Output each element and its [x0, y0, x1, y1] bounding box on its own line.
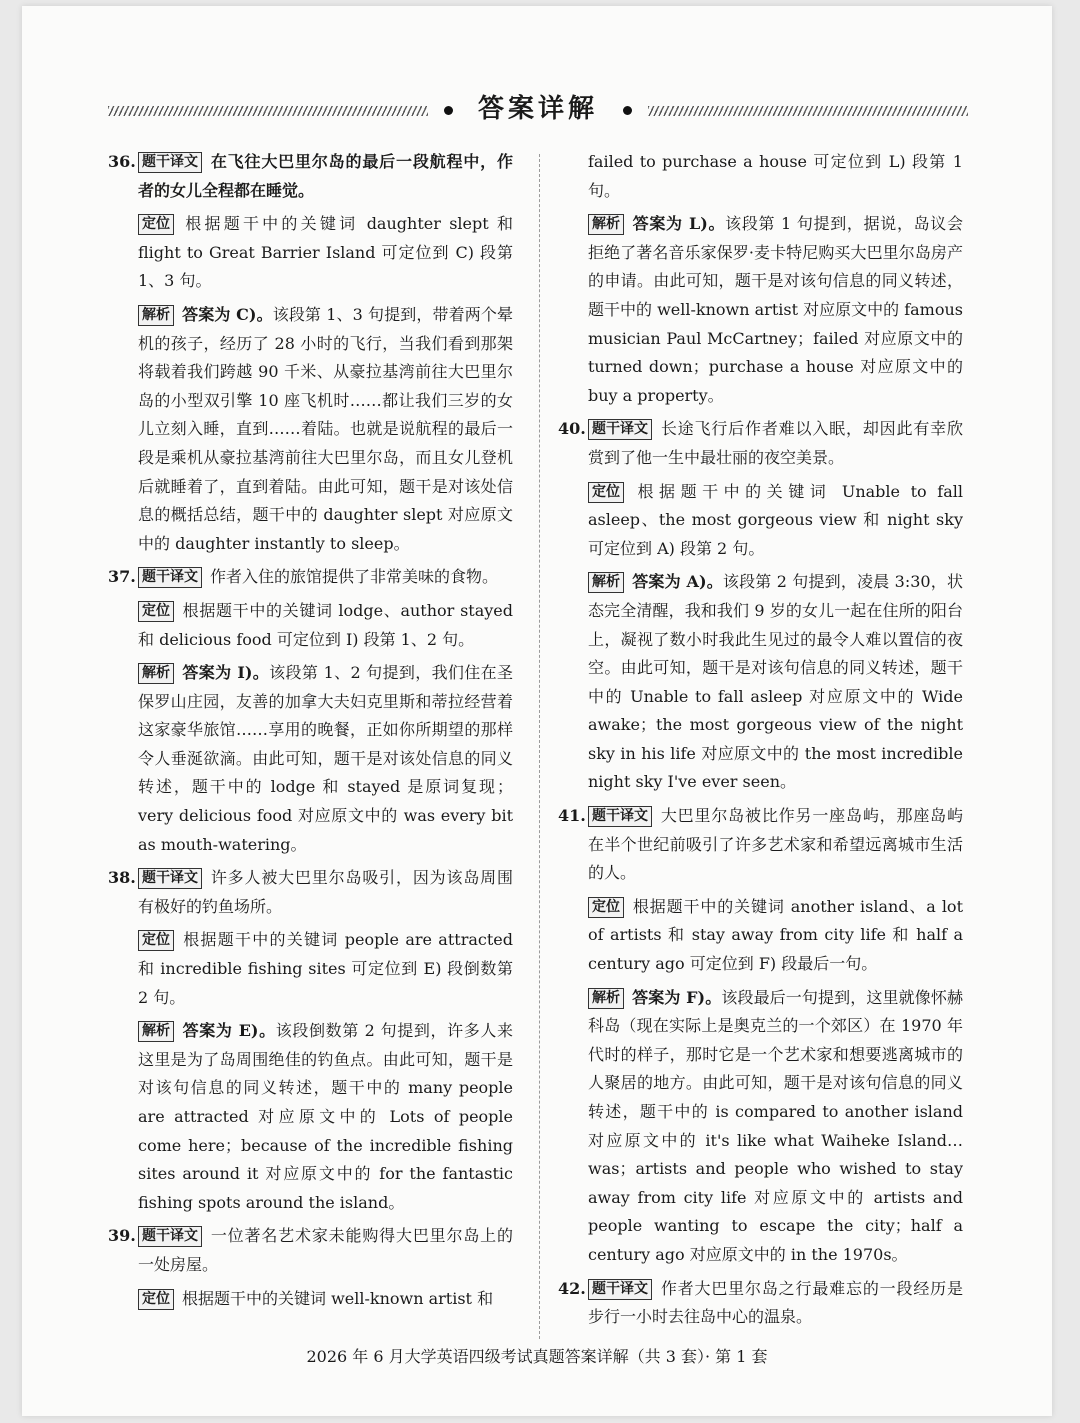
- locate-tag: 定位: [588, 897, 624, 918]
- stem-translation: 一位著名艺术家未能购得大巴里尔岛上的一处房屋。: [138, 1226, 513, 1274]
- right-column: [558, 148, 963, 1337]
- header-hatch-right: [648, 106, 968, 116]
- locate-tag: 定位: [138, 214, 174, 235]
- locate-text-continued: failed to purchase a house 可定位到 L) 段第 1 句。: [588, 152, 963, 200]
- stem-translation: 大巴里尔岛被比作另一座岛屿，那座岛屿在半个世纪前吸引了许多艺术家和希望远离城市生活的人。: [588, 806, 963, 883]
- answer-text: 答案为 A)。: [632, 572, 723, 592]
- analysis-text: 该段第 1 句提到，据说，岛议会拒绝了著名音乐家保罗·麦卡特尼购买大巴里尔岛房产的申请。由此可知，题干是对该句信息的同义转述，题干中的 well-known artist 对应原文中的 famous musician Paul McCartney；failed 对应原文中的 turned down；purchase a house 对应原文中的 buy a property。: [588, 214, 963, 405]
- analysis-text: 该段最后一句提到，这里就像怀赫科岛（现在实际上是奥克兰的一个郊区）在 1970 年代时的样子，那时它是一个艺术家和想要逃离城市的人聚居的地方。由此可知，题干是对该句信息的同义转述，题干中的 is compared to another island 对应原文中的 it's like what Waiheke Island…was；artists and people who wished to stay away from city life 对应原文中的 artists and people wanting to escape the city；half a century ago 对应原文中的 in the 1970s。: [588, 987, 963, 1264]
- locate-tag: 定位: [138, 930, 174, 951]
- translate-tag: 题干译文: [138, 1226, 202, 1247]
- analysis-tag: 解析: [138, 663, 174, 684]
- locate-tag: 定位: [138, 601, 174, 622]
- translate-tag: 题干译文: [138, 152, 202, 173]
- section-title: 答案详解: [477, 94, 598, 124]
- translate-tag: 题干译文: [138, 868, 202, 889]
- question-item: [108, 148, 513, 558]
- locate-text: 根据题干中的关键词 lodge、author stayed 和 delicious food 可定位到 I) 段第 1、2 句。: [138, 600, 513, 649]
- document-page: [22, 6, 1052, 1416]
- question-item: [558, 802, 963, 1270]
- question-number: 39.: [108, 1226, 136, 1246]
- question-item: [108, 864, 513, 1217]
- analysis-text: 该段倒数第 2 句提到，许多人来这里是为了岛周围绝佳的钓鱼点。由此可知，题干是对该句信息的同义转述，题干中的 many people are attracted 对应原文中的 Lots of people come here；because of the incredible fishing sites around it 对应原文中的 for the fantastic fishing spots around the island。: [138, 1021, 513, 1212]
- locate-tag: 定位: [588, 482, 624, 503]
- locate-text: 根据题干中的关键词 daughter slept 和 flight to Great Barrier Island 可定位到 C) 段第 1、3 句。: [138, 214, 513, 291]
- page-footer: 2026 年 6 月大学英语四级考试真题答案详解（共 3 套）· 第 1 套: [306, 1347, 768, 1366]
- question-number: 40.: [558, 419, 586, 439]
- question-item: [108, 563, 513, 859]
- question-number: 36.: [108, 152, 136, 171]
- answer-text: 答案为 L)。: [632, 214, 726, 234]
- translate-tag: 题干译文: [138, 567, 202, 588]
- answer-text: 答案为 F)。: [632, 987, 722, 1007]
- stem-translation: 在飞往大巴里尔岛的最后一段航程中，作者的女儿全程都在睡觉。: [138, 152, 513, 200]
- translate-tag: 题干译文: [588, 1279, 652, 1300]
- question-item: [558, 1275, 963, 1332]
- question-number: 37.: [108, 567, 136, 587]
- column-divider: [539, 154, 540, 1339]
- analysis-tag: 解析: [588, 214, 624, 235]
- question-item: [558, 415, 963, 797]
- question-number: 41.: [558, 806, 586, 826]
- locate-text: 根据题干中的关键词 Unable to fall asleep、the most gorgeous view 和 night sky 可定位到 A) 段第 2 句。: [588, 481, 963, 558]
- analysis-text: 该段第 1、3 句提到，带着两个晕机的孩子，经历了 28 小时的飞行，当我们看到那架将载着我们跨越 90 千米、从豪拉基湾前往大巴里尔岛的小型双引擎 10 座飞机时……都让我们三岁的女儿立刻入睡，直到……着陆。也就是说航程的最后一段是乘机从豪拉基湾前往大巴里尔岛，而且女儿登机后就睡着了，直到着陆。由此可知，题干是对该处信息的概括总结，题干中的 daughter slept 对应原文中的 daughter instantly to sleep。: [138, 304, 513, 553]
- stem-translation: 作者大巴里尔岛之行最难忘的一段经历是步行一小时去往岛中心的温泉。: [588, 1278, 963, 1327]
- locate-text: 根据题干中的关键词 people are attracted 和 incredible fishing sites 可定位到 E) 段倒数第 2 句。: [138, 930, 513, 1007]
- section-header: [108, 88, 968, 132]
- analysis-text: 该段第 2 句提到，凌晨 3:30，状态完全清醒，我和我们 9 岁的女儿一起在住所的阳台上，凝视了数小时我此生见过的最令人难以置信的夜空。由此可知，题干是对该句信息的同义转述，题干中的 Unable to fall asleep 对应原文中的 Wide awake；the most gorgeous view of the night sky in his life 对应原文中的 the most incredible night sky I've ever seen。: [588, 572, 963, 792]
- translate-tag: 题干译文: [588, 419, 652, 440]
- question-number: 38.: [108, 868, 136, 888]
- locate-tag: 定位: [138, 1289, 174, 1310]
- locate-text: 根据题干中的关键词 another island、a lot of artists 和 stay away from city life 和 half a century ago 可定位到 F) 段最后一句。: [588, 896, 963, 974]
- answer-text: 答案为 I)。: [182, 663, 270, 683]
- question-item-continued: [558, 148, 963, 410]
- stem-translation: 长途飞行后作者难以入眠，却因此有幸欣赏到了他一生中最壮丽的夜空美景。: [588, 419, 963, 467]
- question-item: [108, 1222, 513, 1313]
- analysis-tag: 解析: [138, 305, 174, 326]
- analysis-tag: 解析: [588, 988, 624, 1009]
- answer-text: 答案为 E)。: [182, 1021, 276, 1041]
- header-bullet-right: [623, 106, 632, 115]
- translate-tag: 题干译文: [588, 806, 652, 827]
- stem-translation: 作者入住的旅馆提供了非常美味的食物。: [210, 567, 499, 587]
- analysis-tag: 解析: [588, 572, 624, 593]
- stem-translation: 许多人被大巴里尔岛吸引，因为该岛周围有极好的钓鱼场所。: [138, 868, 513, 916]
- locate-text: 根据题干中的关键词 well-known artist 和: [182, 1288, 494, 1308]
- question-number: 42.: [558, 1278, 586, 1298]
- answer-text: 答案为 C)。: [182, 304, 273, 324]
- analysis-tag: 解析: [138, 1021, 174, 1042]
- left-column: [108, 148, 513, 1318]
- analysis-text: 该段第 1、2 句提到，我们住在圣保罗山庄园，友善的加拿大夫妇克里斯和蒂拉经营着这家豪华旅馆……享用的晚餐，正如你所期望的那样令人垂涎欲滴。由此可知，题干是对该处信息的同义转述，题干中的 lodge 和 stayed 是原词复现；very delicious food 对应原文中的 was every bit as mouth-watering。: [138, 663, 513, 854]
